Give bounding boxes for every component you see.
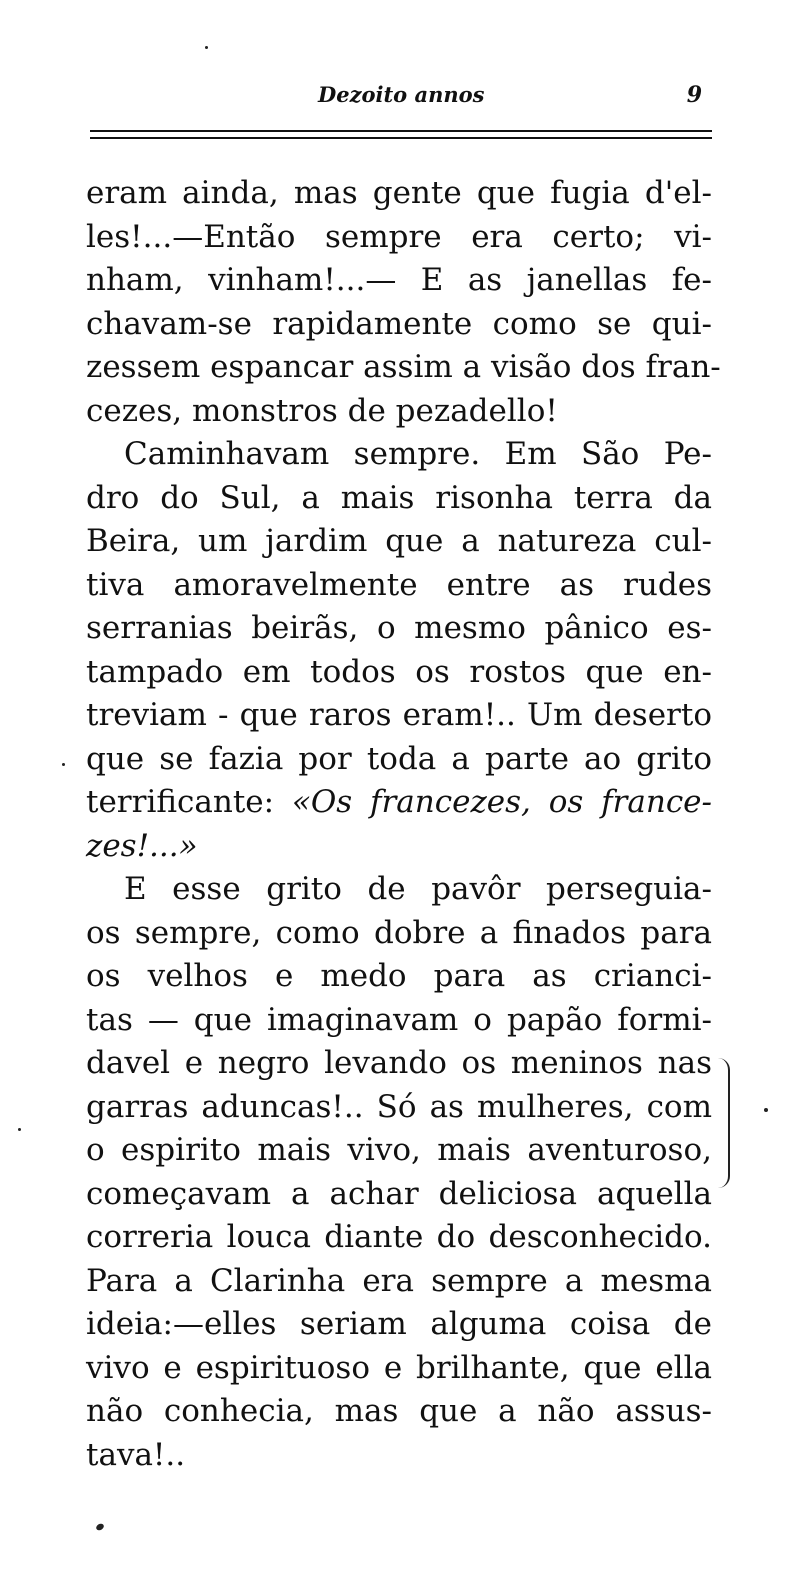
text-line: tampado em todos os rostos que en- [86, 653, 712, 690]
quote-fragment: «Os francezes, os france- [291, 784, 712, 820]
text-line: nham, vinham!...— E as janellas fe- [86, 262, 712, 298]
header-rule-top [90, 130, 712, 132]
text-line: dro do Sul, a mais risonha terra da [86, 479, 712, 516]
page-number: 9 [686, 82, 702, 108]
page-body [86, 172, 721, 1477]
text-fragment: terrificante: [86, 784, 292, 820]
header-rule-bottom [90, 137, 712, 139]
text-line: eram ainda, mas gente que fugia d'el- [86, 175, 712, 211]
text-line: ideia:—elles seriam alguma coisa de [86, 1306, 712, 1342]
scan-speck [18, 1128, 21, 1131]
text-line: começavam a achar deliciosa aquella [86, 1175, 712, 1212]
text-line: Caminhavam sempre. Em São Pe- [124, 436, 712, 472]
text-line: não conhecia, mas que a não assus- [86, 1393, 712, 1429]
text-line: os sempre, como dobre a finados para [86, 914, 712, 951]
text-line: zessem espancar assim a visão dos fran- [86, 349, 721, 385]
text-line: chavam-se rapidamente como se qui- [86, 305, 712, 342]
text-line: o espirito mais vivo, mais aventuroso, [86, 1132, 712, 1168]
quote-fragment: zes!...» [86, 827, 198, 864]
text-line: que se fazia por toda a parte ao grito [86, 740, 712, 777]
text-line: Para a Clarinha era sempre a mesma [86, 1262, 712, 1299]
text-line: tava!.. [86, 1436, 186, 1473]
running-header [88, 82, 708, 122]
text-line: tiva amoravelmente entre as rudes [86, 566, 712, 603]
scan-speck [205, 46, 208, 49]
text-line: correria louca diante do desconhecido. [86, 1219, 712, 1255]
text-line: cezes, monstros de pezadello! [86, 392, 558, 429]
text-line: E esse grito de pavôr perseguia- [124, 871, 712, 907]
text-line: garras aduncas!.. Só as mulheres, com [86, 1088, 712, 1125]
text-line: vivo e espirituoso e brilhante, que ella [86, 1349, 712, 1386]
text-line: les!...—Então sempre era certo; vi- [86, 218, 712, 255]
text-line: treviam - que raros eram!.. Um deserto [86, 697, 712, 733]
text-line: os velhos e medo para as crianci- [86, 958, 712, 994]
running-title: Dezoito annos [318, 82, 485, 107]
scan-speck [764, 1108, 768, 1112]
paragraph-3 [86, 868, 712, 1477]
scan-speck [95, 1522, 105, 1531]
text-line-with-quote [86, 781, 712, 825]
text-line: serranias beirãs, o mesmo pânico es- [86, 610, 712, 646]
scan-speck [62, 763, 65, 766]
text-line: davel e negro levando os meninos nas [86, 1045, 712, 1081]
paragraph-2 [86, 433, 712, 868]
text-line: Beira, um jardim que a natureza cul- [86, 523, 712, 559]
margin-bracket-mark [718, 1058, 730, 1188]
text-line: tas — que imaginavam o papão formi- [86, 1001, 712, 1038]
paragraph-1 [86, 172, 721, 433]
